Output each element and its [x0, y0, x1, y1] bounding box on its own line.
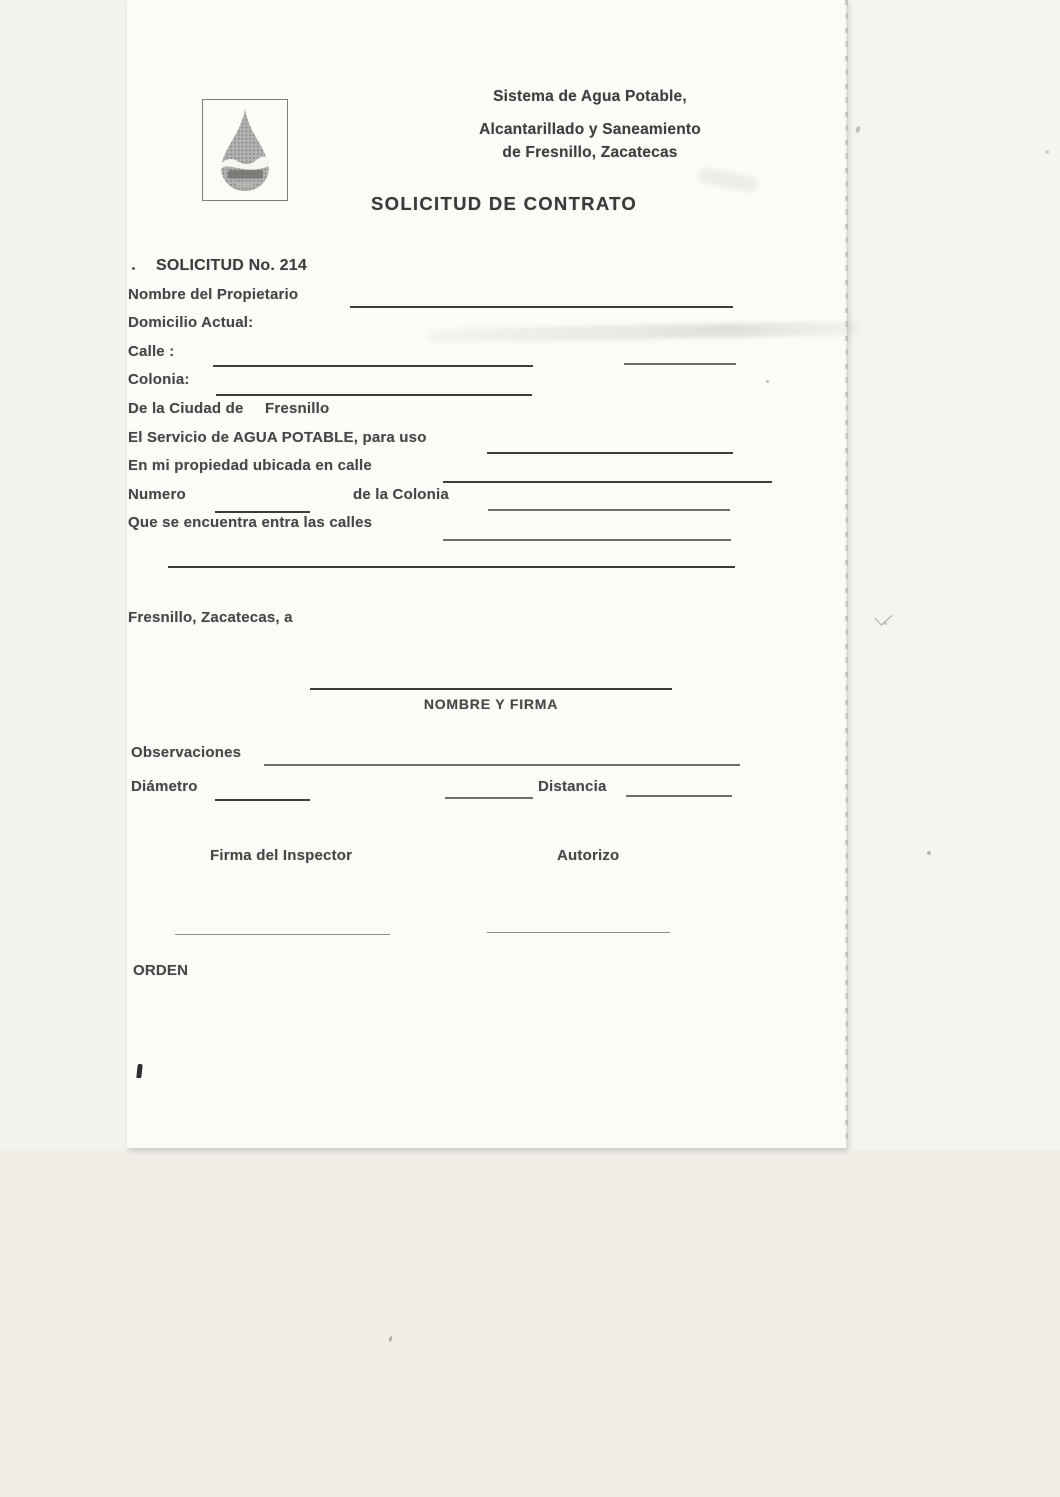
- calle-line: [213, 365, 533, 367]
- autorizo-line: [487, 932, 670, 933]
- diametro-line: [215, 799, 310, 801]
- autorizo-label: Autorizo: [557, 847, 620, 864]
- org-name-line-3: de Fresnillo, Zacatecas: [502, 144, 678, 161]
- scan-speck: [1045, 150, 1049, 154]
- entre-calles-label: Que se encuentra entra las calles: [128, 514, 373, 531]
- scanner-background-right: [848, 0, 1060, 1150]
- numero-line: [215, 511, 310, 513]
- scan-speck: [132, 267, 135, 270]
- logo-box: [202, 99, 288, 201]
- numero-label: Numero: [128, 486, 186, 503]
- propiedad-line: [443, 481, 772, 483]
- calle-line-2: [624, 363, 736, 365]
- solicitud-number: SOLICITUD No. 214: [156, 257, 307, 274]
- nombre-propietario-line: [350, 306, 733, 308]
- calle-label: Calle :: [128, 343, 175, 360]
- org-name-line-1: Sistema de Agua Potable,: [493, 88, 687, 105]
- domicilio-actual-label: Domicilio Actual:: [128, 314, 254, 331]
- distancia-line: [626, 795, 732, 797]
- water-drop-icon: [214, 107, 276, 193]
- entre-calles-line: [443, 539, 731, 541]
- firma-inspector-label: Firma del Inspector: [210, 847, 353, 864]
- middle-line: [445, 797, 533, 799]
- scan-speck: [766, 380, 769, 383]
- form-title: SOLICITUD DE CONTRATO: [371, 193, 638, 214]
- diametro-label: Diámetro: [131, 778, 198, 795]
- nombre-firma-line: [310, 688, 672, 690]
- propiedad-label: En mi propiedad ubicada en calle: [128, 457, 372, 474]
- distancia-label: Distancia: [538, 778, 607, 795]
- colonia-label: Colonia:: [128, 371, 190, 388]
- de-la-colonia-line: [488, 509, 730, 511]
- firma-inspector-line: [175, 934, 390, 935]
- observaciones-line: [264, 764, 740, 766]
- org-name-line-2: Alcantarillado y Saneamiento: [479, 121, 701, 138]
- page-torn-edge: [845, 0, 848, 1148]
- observaciones-label: Observaciones: [131, 744, 242, 761]
- servicio-label: El Servicio de AGUA POTABLE, para uso: [128, 429, 427, 446]
- ciudad-value: Fresnillo: [265, 400, 330, 417]
- nombre-propietario-label: Nombre del Propietario: [128, 286, 299, 303]
- scan-speck: [884, 622, 887, 625]
- scan-smudge: [427, 321, 859, 343]
- scan-speck: [927, 851, 931, 855]
- scan-speck: [388, 1336, 393, 1343]
- entre-calles-line-2: [168, 566, 735, 568]
- servicio-line: [487, 452, 733, 454]
- orden-label: ORDEN: [133, 962, 189, 979]
- fecha-label: Fresnillo, Zacatecas, a: [128, 609, 293, 626]
- nombre-firma-label: NOMBRE Y FIRMA: [423, 696, 559, 712]
- de-la-colonia-label: de la Colonia: [353, 486, 449, 503]
- ciudad-label: De la Ciudad de: [128, 400, 244, 417]
- scanner-background-left: [0, 0, 127, 1150]
- colonia-line: [216, 394, 532, 396]
